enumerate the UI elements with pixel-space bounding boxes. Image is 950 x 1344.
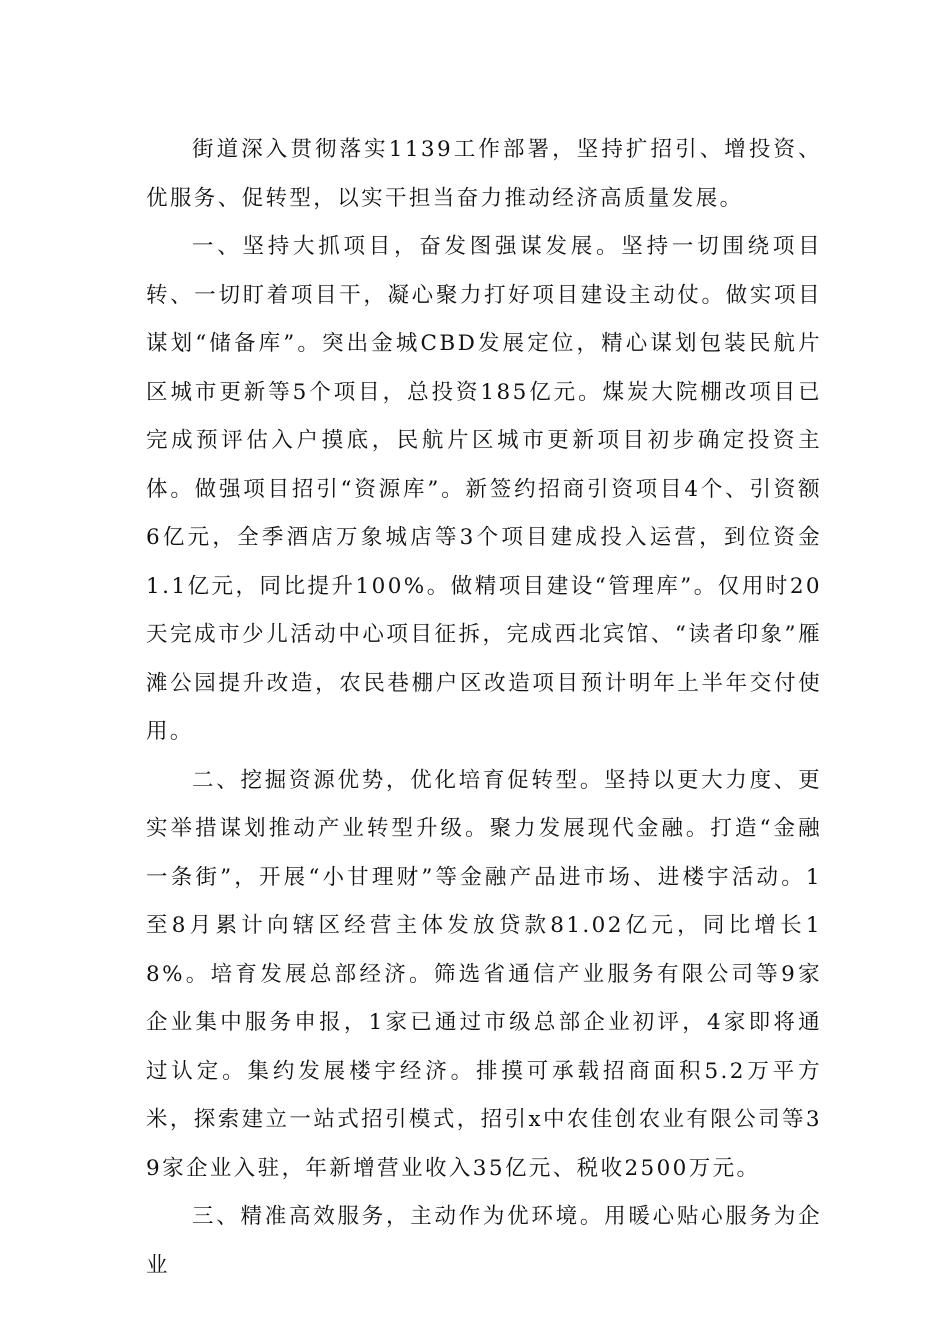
paragraph-intro: 街道深入贯彻落实1139工作部署，坚持扩招引、增投资、优服务、促转型，以实干担当奋力推动经济高质量发展。 bbox=[146, 137, 822, 211]
paragraph-section-2: 二、挖掘资源优势，优化培育促转型。坚持以更大力度、更实举措谋划推动产业转型升级。聚力发展现代金融。打造“金融一条街”，开展“小甘理财”等金融产品进市场、进楼宇活动。1至8月累计向辖区经营主体发放贷款81.02亿元，同比增长18%。培育发展总部经济。筛选省通信产业服务有限公司等9家企业集中服务申报，1家已通过市级总部企业初评，4家即将通过认定。集约发展楼宇经济。排摸可承载招商面积5.2万平方米，探索建立一站式招引模式，招引x中农佳创农业有限公司等39家企业入驻，年新增营业收入35亿元、税收2500万元。 bbox=[146, 767, 822, 1181]
document-body bbox=[146, 126, 822, 1290]
paragraph-section-1: 一、坚持大抓项目，奋发图强谋发展。坚持一切围绕项目转、一切盯着项目干，凝心聚力打好项目建设主动仗。做实项目谋划“储备库”。突出金城CBD发展定位，精心谋划包装民航片区城市更新等5个项目，总投资185亿元。煤炭大院棚改项目已完成预评估入户摸底，民航片区城市更新项目初步确定投资主体。做强项目招引“资源库”。新签约招商引资项目4个、引资额6亿元，全季酒店万象城店等3个项目建成投入运营，到位资金1.1亿元，同比提升100%。做精项目建设“管理库”。仅用时20天完成市少儿活动中心项目征拆，完成西北宾馆、“读者印象”雁滩公园提升改造，农民巷棚户区改造项目预计明年上半年交付使用。 bbox=[146, 234, 822, 744]
paragraph-section-3: 三、精准高效服务，主动作为优环境。用暖心贴心服务为企业 bbox=[146, 1204, 822, 1278]
